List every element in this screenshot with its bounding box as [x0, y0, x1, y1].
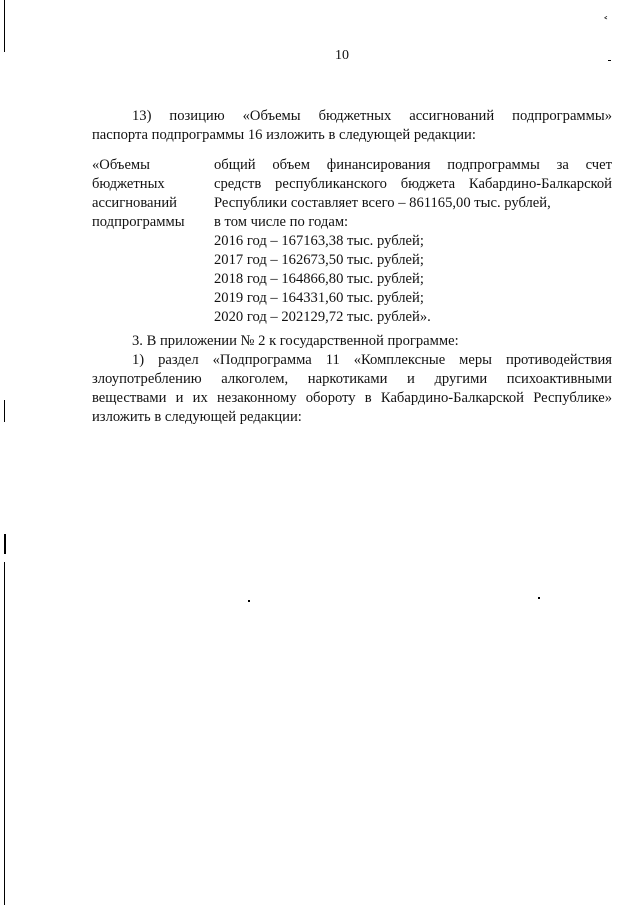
passport-value-cell — [214, 156, 612, 327]
margin-scan-line — [4, 562, 5, 905]
section-3-item-1-line: 1) раздел «Подпрограмма 11 «Комплексные меры противодействия — [132, 352, 612, 368]
section-3-item-1-line: злоупотреблению алкоголем, наркотиками и другими психоактивными — [92, 371, 612, 387]
passport-value-line: средств республиканского бюджета Кабардино-Балкарской — [214, 176, 612, 192]
passport-year-line: 2017 год – 162673,50 тыс. рублей; — [214, 252, 424, 268]
scan-mark-top-right: ˂ — [603, 15, 609, 28]
section-3-item-1-line: веществами и их незаконному обороту в Кабардино-Балкарской Республике» — [92, 390, 612, 406]
margin-scan-line — [4, 400, 5, 422]
section-3-item-1-line: изложить в следующей редакции: — [92, 409, 302, 425]
item-13-line: паспорта подпрограммы 16 изложить в следующей редакции: — [92, 127, 476, 143]
margin-scan-line — [4, 534, 6, 554]
passport-year-line: 2016 год – 167163,38 тыс. рублей; — [214, 233, 424, 249]
passport-year-line: 2019 год – 164331,60 тыс. рублей; — [214, 290, 424, 306]
item-13-paragraph — [92, 107, 612, 145]
passport-label-line: ассигнований — [92, 195, 177, 211]
section-3-item-1-cont — [92, 370, 612, 427]
passport-value-line: в том числе по годам: — [214, 214, 349, 230]
passport-year-line: 2020 год – 202129,72 тыс. рублей». — [214, 309, 431, 325]
section-3-item-1 — [92, 351, 612, 370]
passport-label-line: подпрограммы — [92, 214, 185, 230]
section-3-heading — [92, 332, 612, 351]
passport-value-line: Республики составляет всего – 861165,00 тыс. рублей, — [214, 195, 551, 211]
page-number: 10 — [335, 48, 349, 63]
passport-label-line: бюджетных — [92, 176, 165, 192]
item-13-line: 13) позицию «Объемы бюджетных ассигнований подпрограммы» — [132, 108, 612, 124]
scan-dot — [248, 600, 250, 602]
passport-label-cell — [92, 156, 210, 232]
scan-dot — [538, 597, 540, 599]
passport-year-line: 2018 год – 164866,80 тыс. рублей; — [214, 271, 424, 287]
section-3-heading-text: 3. В приложении № 2 к государственной программе: — [132, 333, 459, 349]
passport-label-line: «Объемы — [92, 157, 150, 173]
passport-value-line: общий объем финансирования подпрограммы за счет — [214, 157, 612, 173]
margin-scan-line — [4, 0, 5, 52]
